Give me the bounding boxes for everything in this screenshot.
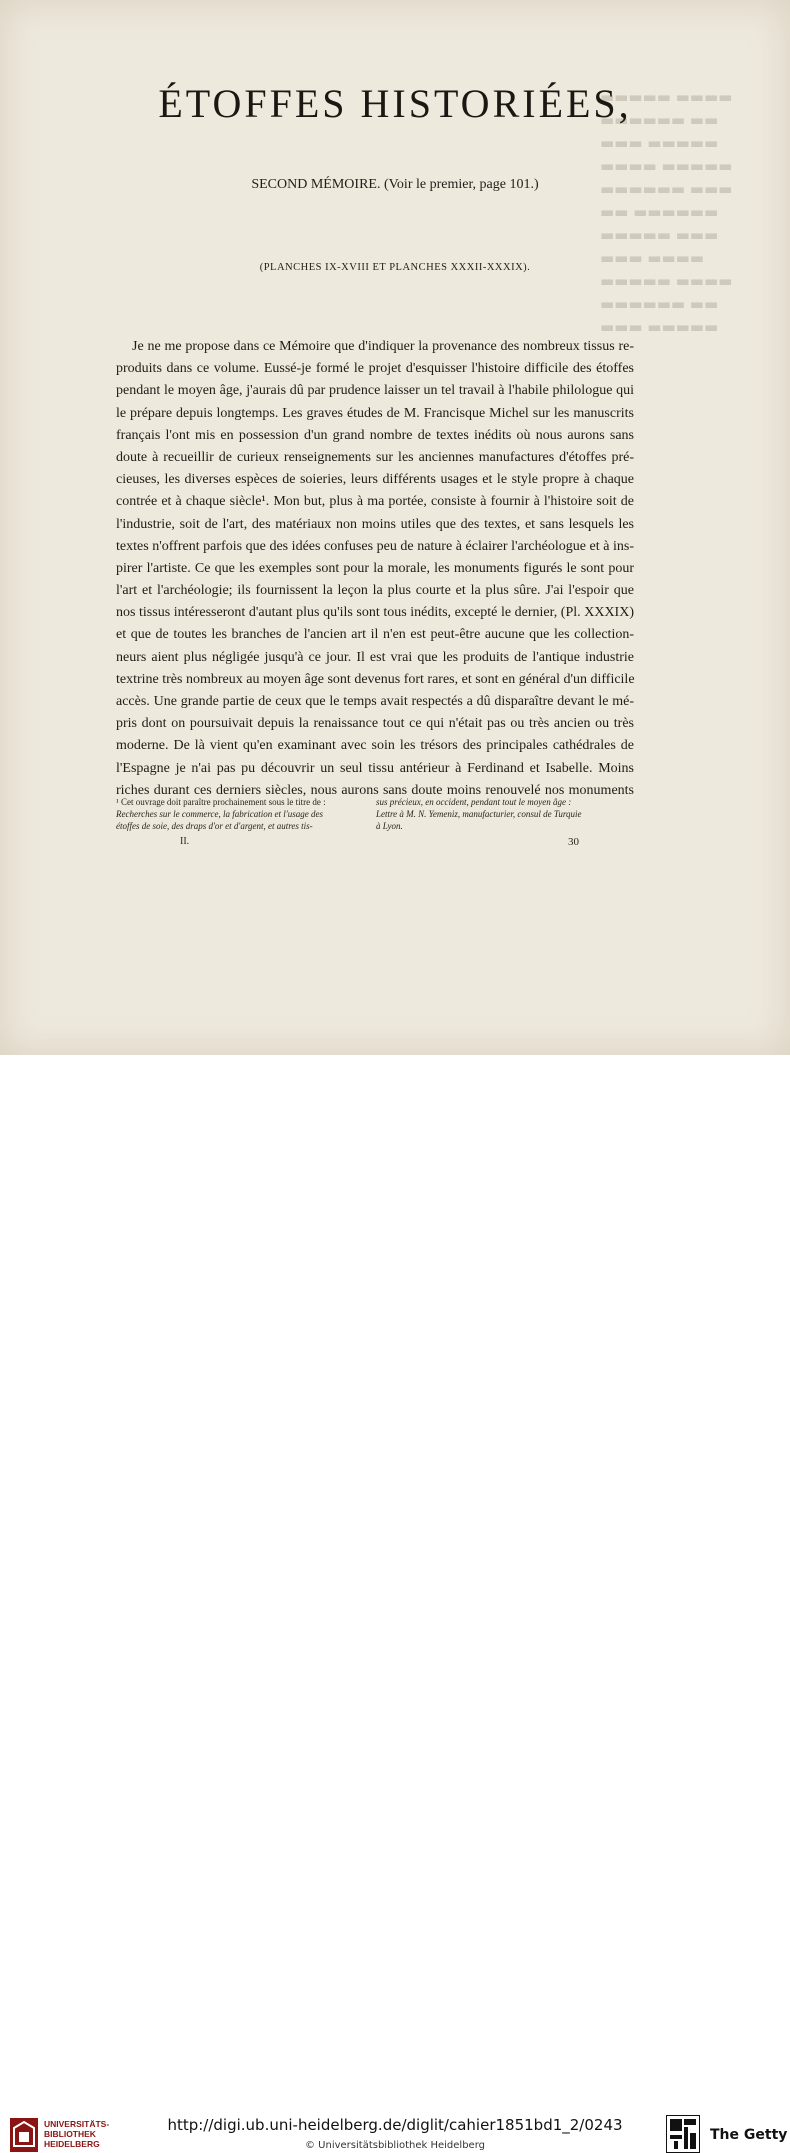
body-line: accès. Une grande partie de ceux que le temps avait respectés a dû disparaître devant le mé- — [116, 694, 634, 709]
body-line: français l'ont mis en possession d'un grand nombre de textes inédits où nous aurons sans — [116, 427, 634, 443]
viewer-footer — [0, 1055, 790, 2151]
signature-mark: II. — [180, 836, 190, 847]
body-line: pendant le moyen âge, j'aurais dû par prudence laisser un tel travail à l'habile philologue qui — [116, 383, 634, 399]
body-line: nos tissus intéresseront d'autant plus qu'ils sont tous inédits, excepté le dernier, (Pl. XXXIX) — [116, 605, 634, 621]
body-line: l'industrie, soit de l'art, des matériaux non moins utiles que des textes, et sans lesquels les — [116, 516, 634, 532]
body-line: cieuses, les diverses espèces de soieries, leurs différents usages et le style propre à chaque — [116, 472, 634, 488]
university-library-name: UNIVERSITÄTS- BIBLIOTHEK HEIDELBERG — [44, 2119, 110, 2149]
footnote-line: à Lyon. — [376, 821, 403, 831]
body-line: produits dans ce volume. Eussé-je formé le projet d'esquisser l'histoire difficile des étoffes — [116, 361, 634, 377]
body-line: l'Espagne je n'ai pas pu découvrir un seul tissu antérieur à Ferdinand et Isabelle. Moins — [116, 760, 634, 776]
body-text — [116, 336, 634, 802]
body-line: moderne. De là vient qu'en examinant avec soin les trésors des principales cathédrales de — [116, 738, 634, 754]
footnote-left-column — [116, 796, 374, 832]
footnotes — [116, 796, 634, 832]
body-line: et que de toutes les branches de l'ancien art il n'en est peut-être aucune que les collection- — [116, 627, 634, 643]
show-through-text: ▬▬▬▬▬ ▬▬▬▬ ▬▬▬▬▬▬ ▬▬ ▬▬▬ ▬▬▬▬▬ ▬▬▬▬ ▬▬▬▬▬ ▬▬▬▬▬▬ ▬▬▬ ▬▬ ▬▬▬▬▬▬ ▬▬▬▬▬ ▬▬▬ ▬▬▬ ▬▬▬▬ ▬▬▬▬▬ ▬▬▬▬ ▬▬▬▬▬▬ ▬▬ ▬▬▬ ▬▬▬▬▬ — [600, 88, 733, 336]
document-subtitle: SECOND MÉMOIRE. (Voir le premier, page 101.) — [251, 177, 539, 192]
body-line: pris dont on poursuivait depuis la renaissance tout ce qui n'était pas ou très ancien ou très — [116, 716, 634, 732]
footnote-line: ¹ Cet ouvrage doit paraître prochainement sous le titre de : — [116, 797, 326, 807]
body-line: textes n'offrent parfois que des idées confuses peu de nature à éclairer l'archéologue et à ins- — [116, 538, 634, 554]
body-line: le prépare depuis longtemps. Les graves études de M. Francisque Michel sur les manuscrits — [116, 405, 634, 421]
plates-reference: (PLANCHES IX-XVIII ET PLANCHES XXXII-XXXIX). — [259, 262, 531, 273]
body-line: doute à recueillir de curieux renseignements sur les anciennes manufactures d'étoffes pré- — [116, 449, 634, 465]
footnote-right-column — [376, 796, 634, 832]
getty-partner-name: The Getty — [710, 2127, 788, 2143]
body-line: textrine très nombreux au moyen âge sont devenus fort rares, et sont en général d'un difficile — [116, 671, 635, 687]
page-number: 30 — [568, 836, 579, 848]
body-line: l'art et l'archéologie; ils fournissent la leçon la plus courte et la plus sûre. J'ai l'espoir que — [116, 583, 634, 599]
footnote-line: Lettre à M. N. Yemeniz, manufacturier, consul de Turquie — [376, 809, 582, 819]
scanned-page — [0, 0, 790, 1055]
copyright-notice: © Universitätsbibliothek Heidelberg — [304, 2140, 485, 2151]
body-line: contrée et à chaque siècle¹. Mon but, plus à ma portée, consiste à fournir à l'histoire soit de — [116, 494, 634, 510]
footnote-line: étoffes de soie, des draps d'or et d'argent, et autres tis- — [116, 821, 313, 831]
body-line: riches durant ces derniers siècles, nous aurons sans doute moins renouvelé nos monuments — [116, 782, 634, 798]
body-line: Je ne me propose dans ce Mémoire que d'indiquer la provenance des nombreux tissus re- — [132, 339, 634, 354]
body-line: neurs aient plus négligée jusqu'à ce jour. Il est vrai que les produits de l'antique industrie — [116, 649, 634, 665]
getty-logo-icon — [666, 2115, 700, 2153]
footnote-line: Recherches sur le commerce, la fabrication et l'usage des — [116, 809, 323, 819]
document-title: ÉTOFFES HISTORIÉES, — [158, 81, 632, 126]
body-line: pirer l'artiste. Ce que les exemples sont pour la morale, les monuments figurés le sont pour — [116, 560, 634, 576]
footnote-line: sus précieux, en occident, pendant tout le moyen âge : — [376, 797, 572, 807]
permalink-url[interactable]: http://digi.ub.uni-heidelberg.de/diglit/cahier1851bd1_2/0243 — [167, 2116, 623, 2134]
